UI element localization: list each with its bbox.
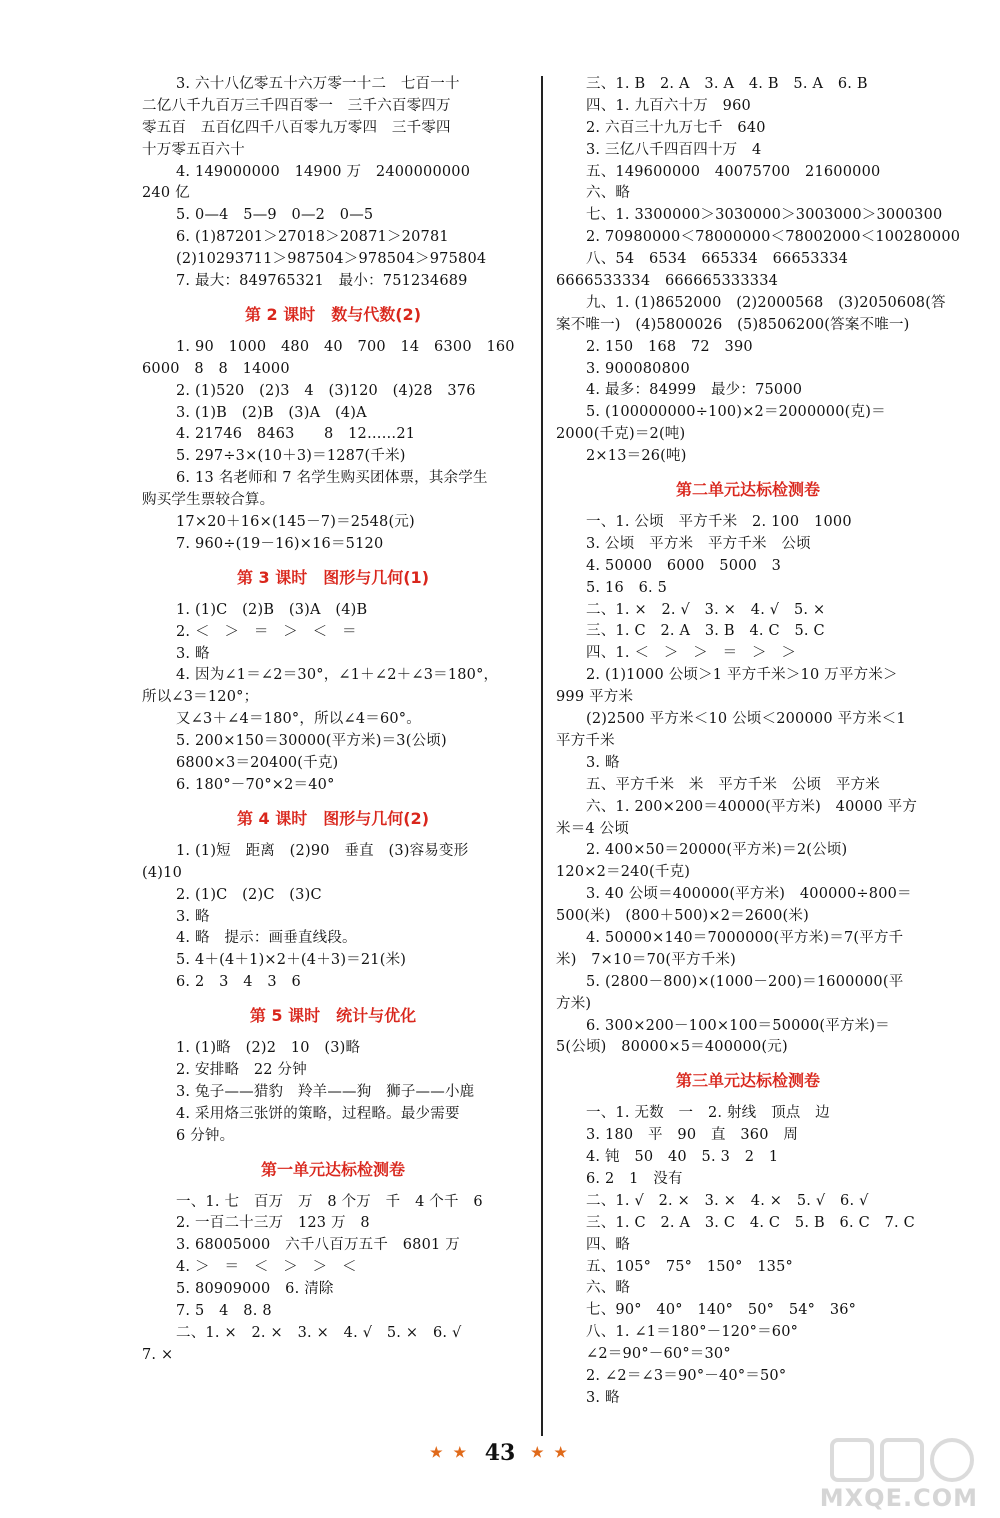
answer-line: 3. 三亿八千四百四十万 4 — [586, 141, 762, 158]
answer-line: 4. 50000×140＝7000000(平方米)＝7(平方千 — [586, 929, 904, 946]
answer-line: 九、1. (1)8652000 (2)2000568 (3)2050608(答 — [586, 294, 946, 311]
answer-line: 6666533334 666665333334 — [556, 273, 779, 290]
answer-line: 1. (1)略 (2)2 10 (3)略 — [176, 1040, 361, 1057]
answer-line: 6. 180°－70°×2＝40° — [176, 776, 335, 793]
answer-line: 2. 一百二十三万 123 万 8 — [176, 1215, 370, 1232]
answer-line: 5. (2800－800)×(1000－200)＝1600000(平 — [586, 973, 904, 990]
answer-line: 2. 六百三十九万七千 640 — [586, 119, 766, 136]
answer-line: (2)2500 平方米＜10 公顷＜200000 平方米＜1 — [586, 711, 906, 728]
answer-line: 3. 略 — [176, 645, 210, 662]
answer-line: 四、1. ＜ ＞ ＞ ＝ ＞ ＞ — [586, 645, 797, 662]
section-heading: 第二单元达标检测卷 — [675, 480, 820, 500]
answer-line: (2)10293711＞987504＞978504＞975804 — [176, 251, 487, 268]
answer-line: 三、1. C 2. A 3. B 4. C 5. C — [586, 623, 825, 640]
answer-line: 7. 5 4 8. 8 — [176, 1302, 272, 1319]
answer-line: 零五百 五百亿四千八百零九万零四 三千零四 — [142, 119, 451, 136]
answer-line: 2. ∠2＝∠3＝90°－40°＝50° — [586, 1367, 787, 1384]
answer-line: 3. 180 平 90 直 360 周 — [586, 1127, 799, 1144]
answer-line: 7. 960÷(19－16)×16＝5120 — [176, 535, 384, 552]
answer-line: 6. 2 3 4 3 6 — [176, 974, 301, 991]
answer-line: 2. (1)520 (2)3 4 (3)120 (4)28 376 — [176, 382, 476, 399]
column-divider — [541, 76, 543, 1436]
answer-line: 1. (1)短 距离 (2)90 垂直 (3)容易变形 — [176, 842, 469, 859]
footer-stars-right: ★ ★ — [530, 1445, 570, 1461]
answer-line: 米＝4 公顷 — [556, 820, 630, 837]
answer-line: 案不唯一) (4)5800026 (5)8506200(答案不唯一) — [556, 316, 910, 333]
answer-line: 1. (1)C (2)B (3)A (4)B — [176, 601, 368, 618]
answer-line: 6. 2 1 没有 — [586, 1170, 683, 1187]
answer-line: 7. × — [142, 1346, 174, 1363]
answer-line: 5. 200×150＝30000(平方米)＝3(公顷) — [176, 733, 447, 750]
answer-line: 2. (1)1000 公顷＞1 平方千米＞10 万平方米＞ — [586, 667, 898, 684]
answer-line: 六、略 — [586, 1280, 631, 1297]
answer-line: 3. 略 — [586, 1389, 620, 1406]
answer-line: 4. 最多：84999 最少：75000 — [586, 382, 803, 399]
answer-line: 5. 0—4 5—9 0—2 0—5 — [176, 207, 374, 224]
answer-line: 500(米) (800＋500)×2＝2600(米) — [556, 908, 809, 925]
answer-line: 六、1. 200×200＝40000(平方米) 40000 平方 — [586, 798, 918, 815]
answer-line: 2×13＝26(吨) — [586, 448, 687, 465]
answer-line: 购买学生票较合算。 — [142, 492, 275, 509]
answer-line: 4. 50000 6000 5000 3 — [586, 557, 782, 574]
watermark-logo-graphic — [828, 1434, 978, 1486]
watermark-text: MXQE.COM — [819, 1484, 978, 1512]
answer-line: 2. 70980000＜78000000＜78002000＜100280000 — [586, 229, 961, 246]
answer-line: 五、149600000 40075700 21600000 — [586, 163, 881, 180]
answer-line: 999 平方米 — [556, 689, 634, 706]
answer-line: 6000 8 8 14000 — [142, 360, 290, 377]
answer-line: 一、1. 七 百万 万 8 个万 千 4 个千 6 — [176, 1193, 483, 1210]
answer-line: 17×20＋16×(145－7)＝2548(元) — [176, 514, 415, 531]
answer-line: 5. 297÷3×(10＋3)＝1287(千米) — [176, 448, 406, 465]
answer-line: 4. 采用烙三张饼的策略，过程略。最少需要 — [176, 1105, 460, 1122]
answer-line: 6. 300×200－100×100＝50000(平方米)＝ — [586, 1017, 890, 1034]
answer-line: 八、1. ∠1＝180°－120°＝60° — [586, 1324, 799, 1341]
answer-line: 4. 149000000 14900 万 2400000000 — [176, 163, 471, 180]
answer-line: 120×2＝240(千克) — [556, 864, 691, 881]
answer-line: 七、1. 3300000＞3030000＞3003000＞3000300 — [586, 207, 943, 224]
answer-line: 四、1. 九百六十万 960 — [586, 97, 751, 114]
answer-line: 五、平方千米 米 平方千米 公顷 平方米 — [586, 776, 880, 793]
answer-line: 二亿八千九百万三千四百零一 三千六百零四万 — [142, 97, 451, 114]
answer-line: 4. 钝 50 40 5. 3 2 1 — [586, 1149, 779, 1166]
answer-line: 2. ＜ ＞ ＝ ＞ ＜ ＝ — [176, 623, 357, 640]
answer-line: 1. 90 1000 480 40 700 14 6300 160 — [176, 338, 515, 355]
answer-line: 5. 16 6. 5 — [586, 579, 668, 596]
answer-line: 一、1. 公顷 平方千米 2. 100 1000 — [586, 514, 852, 531]
answer-line: 4. 略 提示：画垂直线段。 — [176, 930, 357, 947]
answer-line: 四、略 — [586, 1236, 631, 1253]
answer-line: 3. 兔子——猎豹 羚羊——狗 狮子——小鹿 — [176, 1083, 475, 1100]
answer-line: 二、1. √ 2. × 3. × 4. × 5. √ 6. √ — [586, 1192, 869, 1209]
answer-line: 2. 安排略 22 分钟 — [176, 1061, 307, 1078]
answer-line: 3. 略 — [586, 754, 620, 771]
answer-line: 3. (1)B (2)B (3)A (4)A — [176, 404, 367, 421]
answer-line: 米) 7×10＝70(平方千米) — [556, 951, 736, 968]
answer-line: 3. 略 — [176, 908, 210, 925]
watermark-logo — [819, 1434, 978, 1512]
answer-line: 2. 400×50＝20000(平方米)＝2(公顷) — [586, 842, 848, 859]
section-heading: 第 2 课时 数与代数(2) — [244, 304, 422, 324]
answer-line: 2. 150 168 72 390 — [586, 338, 753, 355]
answer-line: 4. ＞ ＝ ＜ ＞ ＞ ＜ — [176, 1259, 357, 1276]
answer-line: 4. 因为∠1＝∠2＝30°，∠1＋∠2＋∠3＝180°， — [176, 667, 499, 684]
answer-line: 2. (1)C (2)C (3)C — [176, 886, 322, 903]
answer-line: 又∠3＋∠4＝180°，所以∠4＝60°。 — [176, 711, 421, 728]
answer-line: 3. 40 公顷＝400000(平方米) 400000÷800＝ — [586, 886, 912, 903]
answer-line: 6800×3＝20400(千克) — [176, 755, 339, 772]
answer-line: 5. (100000000÷100)×2＝2000000(克)＝ — [586, 404, 886, 421]
answer-line: 二、1. × 2. × 3. × 4. √ 5. × 6. √ — [176, 1324, 462, 1341]
answer-line: 平方千米 — [556, 732, 615, 749]
left-column — [142, 74, 524, 1367]
section-heading: 第 4 课时 图形与几何(2) — [236, 808, 430, 828]
answer-line: 3. 公顷 平方米 平方千米 公顷 — [586, 535, 811, 552]
answer-line: 3. 68005000 六千八百万五千 6801 万 — [176, 1237, 460, 1254]
answer-line: 二、1. × 2. √ 3. × 4. √ 5. × — [586, 601, 826, 618]
section-heading: 第一单元达标检测卷 — [260, 1159, 405, 1179]
answer-line: 5(公顷) 80000×5＝400000(元) — [556, 1039, 788, 1056]
answer-line: (4)10 — [142, 864, 182, 881]
answer-line: 2000(千克)＝2(吨) — [556, 426, 686, 443]
answer-line: 6. (1)87201＞27018＞20871＞20781 — [176, 229, 449, 246]
answer-line: 6. 13 名老师和 7 名学生购买团体票，其余学生 — [176, 470, 488, 487]
answer-line: 7. 最大：849765321 最小：751234689 — [176, 273, 468, 290]
answer-line: 五、105° 75° 150° 135° — [586, 1258, 793, 1275]
section-heading: 第 3 课时 图形与几何(1) — [236, 567, 430, 587]
section-heading: 第三单元达标检测卷 — [675, 1071, 820, 1091]
answer-line: 方米) — [556, 995, 592, 1012]
answer-line: 六、略 — [586, 185, 631, 202]
answer-line: 三、1. C 2. A 3. C 4. C 5. B 6. C 7. C — [586, 1214, 915, 1231]
answer-line: 七、90° 40° 140° 50° 54° 36° — [586, 1302, 857, 1319]
answer-line: 4. 21746 8463 8 12……21 — [176, 426, 416, 443]
answer-line: 三、1. B 2. A 3. A 4. B 5. A 6. B — [586, 76, 868, 92]
answer-line: 5. 80909000 6. 清除 — [176, 1281, 334, 1298]
answer-line: 3. 六十八亿零五十六万零一十二 七百一十 — [176, 76, 460, 92]
page-number: 43 — [484, 1440, 516, 1466]
answer-line: 八、54 6534 665334 66653334 — [586, 251, 849, 268]
right-column — [556, 74, 961, 1410]
footer-stars-left: ★ ★ — [430, 1445, 470, 1461]
answer-line: 所以∠3＝120°； — [142, 689, 259, 706]
answer-line: 5. 4＋(4＋1)×2＋(4＋3)＝21(米) — [176, 952, 407, 969]
answer-line: 一、1. 无数 一 2. 射线 顶点 边 — [586, 1105, 830, 1122]
answer-line: ∠2＝90°－60°＝30° — [586, 1346, 731, 1363]
answer-line: 6 分钟。 — [176, 1127, 235, 1144]
answer-line: 十万零五百六十 — [142, 141, 245, 158]
section-heading: 第 5 课时 统计与优化 — [249, 1006, 417, 1026]
answer-line: 240 亿 — [142, 185, 190, 202]
answer-line: 3. 900080800 — [586, 360, 690, 377]
